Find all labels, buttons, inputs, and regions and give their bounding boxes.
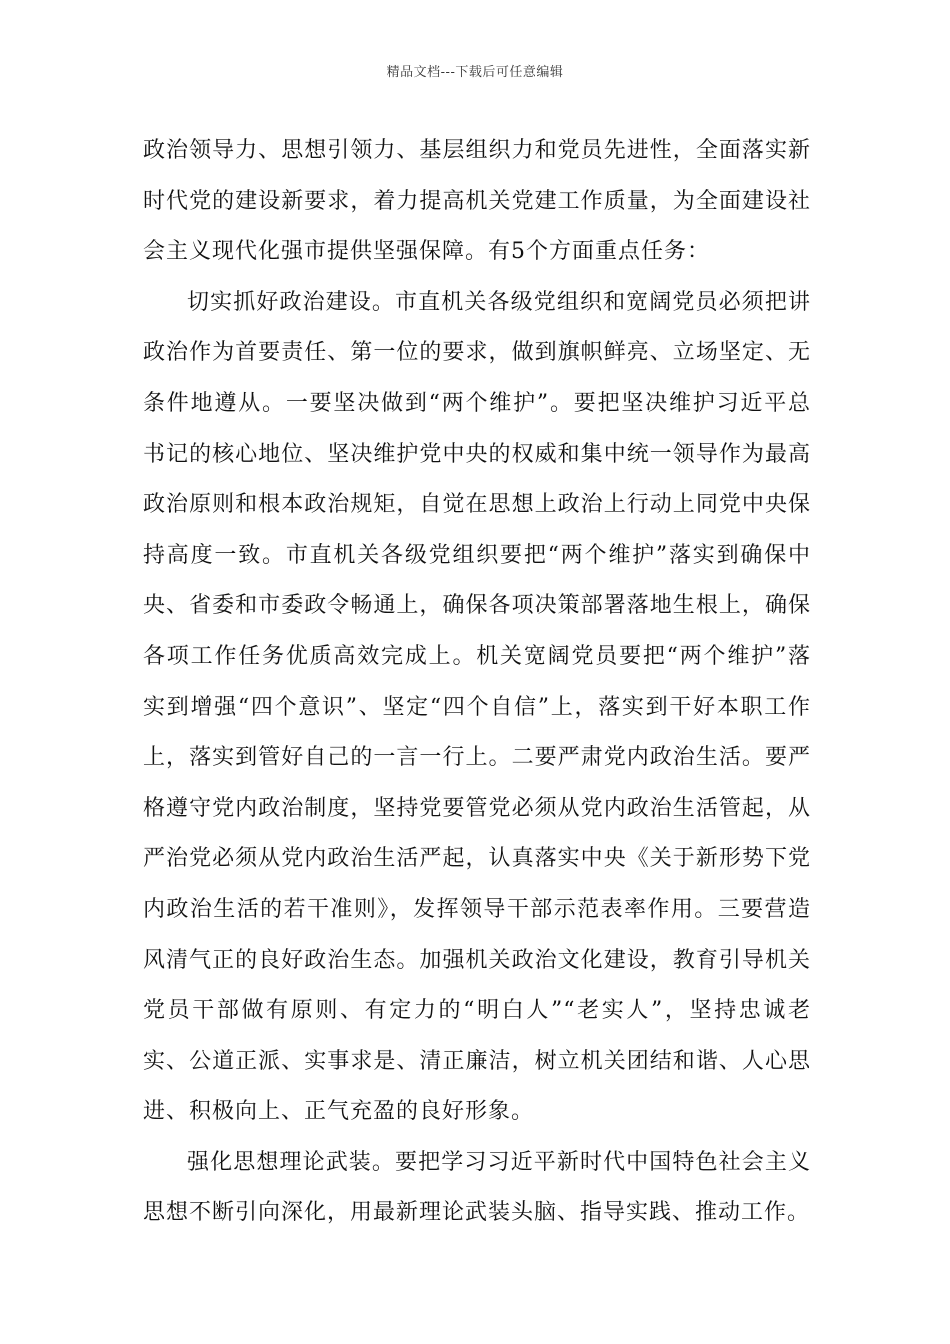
paragraph-theory-armament: 强化思想理论武装。要把学习习近平新时代中国特色社会主义思想不断引向深化，用最新理论武装头脑、指导实践、推动工作。 [143,1149,811,1226]
page-header: 精品文档---下载后可任意编辑 [386,65,564,80]
paragraph-continuation: 政治领导力、思想引领力、基层组织力和党员先进性，全面落实新时代党的建设新要求，着力提高机关党建工作质量，为全面建设社会主义现代化强市提供坚强保障。有5个方面重点任务： [143,138,811,265]
paragraph-political-building: 切实抓好政治建设。市直机关各级党组织和宽阔党员必须把讲政治作为首要责任、第一位的要求，做到旗帜鲜亮、立场坚定、无条件地遵从。一要坚决做到“两个维护”。要把坚决维护习近平总书记的核心地位、坚决维护党中央的权威和集中统一领导作为最高政治原则和根本政治规矩，自觉在思想上政治上行动上同党中央保持高度一致。市直机关各级党组织要把“两个维护”落实到确保中央、省委和市委政令畅通上，确保各项决策部署落地生根上，确保各项工作任务优质高效完成上。机关宽阔党员要把“两个维护”落实到增强“四个意识”、坚定“四个自信”上，落实到干好本职工作上，落实到管好自己的一言一行上。二要严肃党内政治生活。要严格遵守党内政治制度，坚持党要管党必须从党内政治生活管起，从严治党必须从党内政治生活严起，认真落实中央《关于新形势下党内政治生活的若干准则》，发挥领导干部示范表率作用。三要营造风清气正的良好政治生态。加强机关政治文化建设，教育引导机关党员干部做有原则、有定力的“明白人”“老实人”，坚持忠诚老实、公道正派、实事求是、清正廉洁，树立机关团结和谐、人心思进、积极向上、正气充盈的良好形象。 [143,289,811,1125]
document-body [143,126,811,1239]
